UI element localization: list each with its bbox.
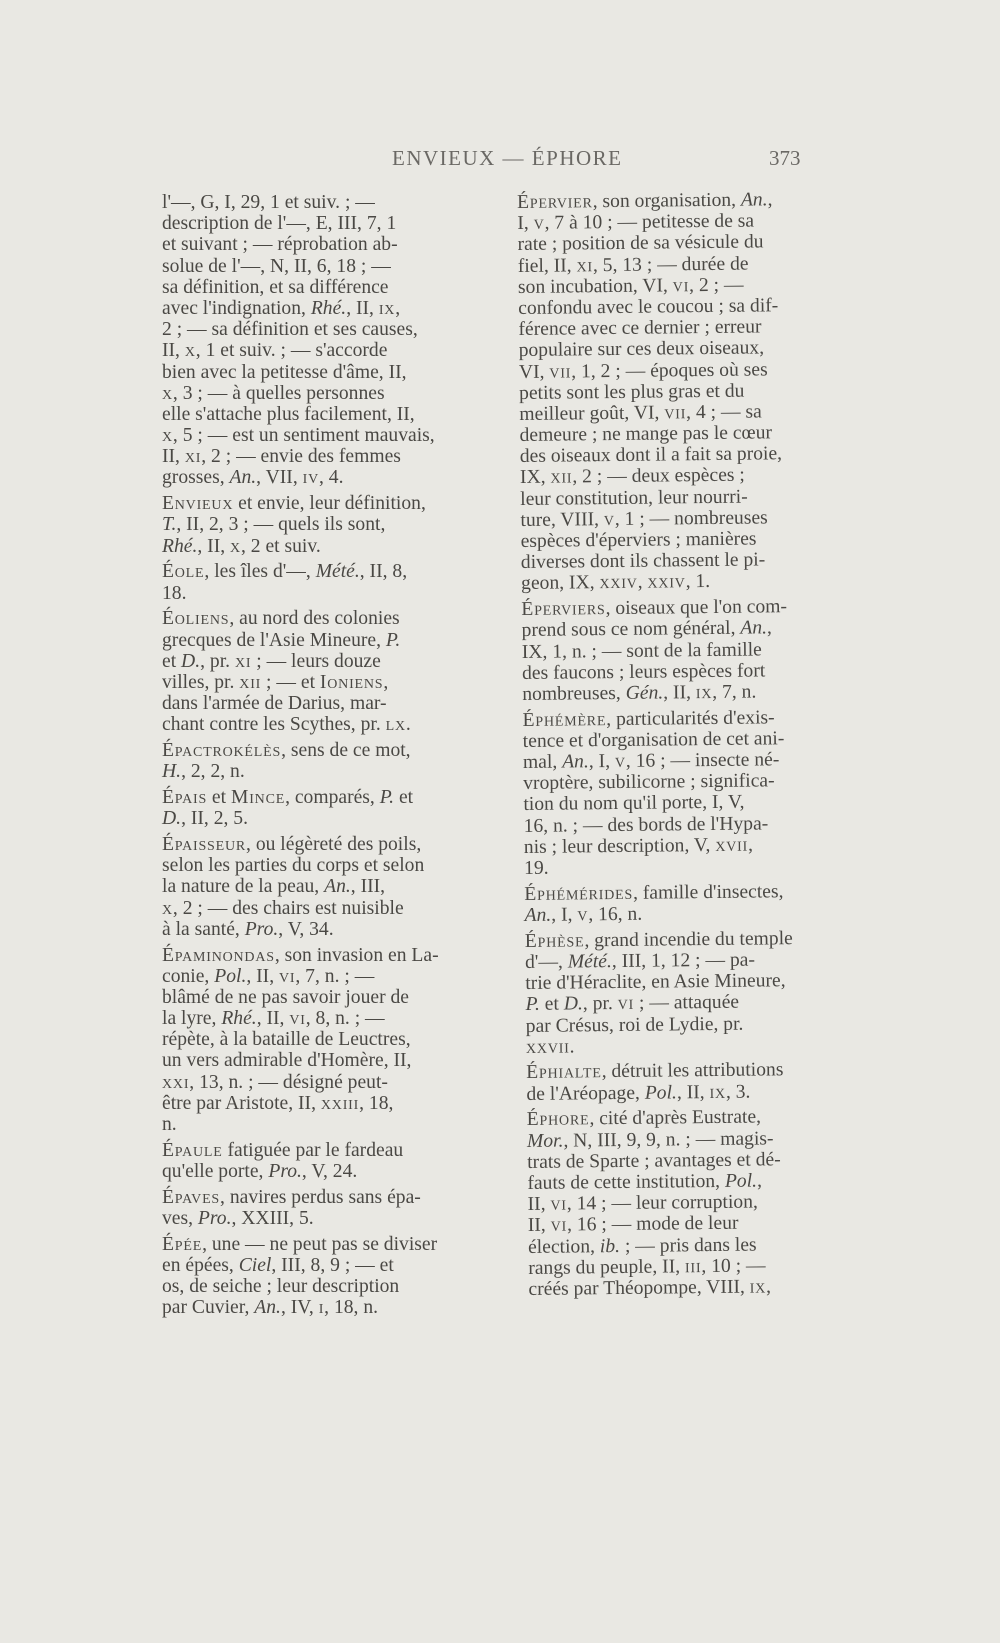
index-entry: Épaves, navires perdus sans épa- ves, Pro., XXIII, 5. — [162, 1186, 421, 1229]
index-entry: Éperviers, oiseaux que l'on com- prend sous ce nom général, An., IX, 1, n. ; — sont de la famille des faucons ; leurs espèces fort nombreuses, Gén., II, ix, 7, n. — [521, 596, 788, 705]
index-entry: Éphémérides, famille d'insectes, An., I, v, 16, n. — [524, 881, 784, 926]
index-entry: Épaule fatiguée par le fardeau qu'elle porte, Pro., V, 24. — [162, 1139, 404, 1182]
right-column — [517, 189, 851, 1305]
index-entry: Épaminondas, son invasion en La- conie, Pol., II, vi, 7, n. ; — blâmé de ne pas savoir jouer de la lyre, Rhé., II, vi, 8, n. ; — répète, à la bataille de Leuctres, un vers admirable d'Homère, II, xxi, 13, n. ; — désigné peut- être par Aristote, II, xxiii, 18, n. — [162, 944, 439, 1136]
index-entry: Épais et Mince, comparés, P. et D., II, 2, 5. — [162, 787, 414, 830]
index-entry: Épaisseur, ou légèreté des poils, selon les parties du corps et selon la nature de la peau, An., III, x, 2 ; — des chairs est nuisible à la santé, Pro., V, 34. — [162, 834, 425, 940]
left-column — [162, 192, 494, 1323]
index-entry: Éphialte, détruit les attributions de l'Aréopage, Pol., II, ix, 3. — [526, 1059, 784, 1105]
index-entry: Éphémère, particularités d'exis- tence et d'organisation de cet ani- mal, An., I, v, 16 ; — insecte né- vroptère, subilicorne ; significa- tion du nom qu'il porte, I, V, 16, n. ; — des bords de l'Hypa- nis ; leur description, V, xvii, 19. — [522, 707, 785, 879]
index-entry: l'—, G, I, 29, 1 et suiv. ; — description de l'—, E, III, 7, 1 et suivant ; — réprobation ab- solue de l'—, N, II, 6, 18 ; — sa définition, et sa différence avec l'indignation, Rhé., II, ix, 2 ; — sa définition et ses causes, II, x, 1 et suiv. ; — s'accorde bien avec la petitesse d'âme, II, x, 3 ; — à quelles personnes elle s'attache plus facilement, II, x, 5 ; — est un sentiment mauvais, II, xi, 2 ; — envie des femmes grosses, An., VII, iv, 4. — [162, 192, 435, 489]
index-entry: Épactrokélès, sens de ce mot, H., 2, 2, n. — [162, 740, 411, 783]
index-entry: Éole, les îles d'—, Mété., II, 8, 18. — [162, 561, 408, 604]
index-entry: Épée, une — ne peut pas se diviser en épées, Ciel, III, 8, 9 ; — et os, de seiche ; leur description par Cuvier, An., IV, i, 18, n. — [162, 1233, 438, 1319]
index-entry: Envieux et envie, leur définition, T., II, 2, 3 ; — quels ils sont, Rhé., II, x, 2 et suiv. — [162, 493, 426, 557]
index-entry: Éphore, cité d'après Eustrate, Mor., N, III, 9, 9, n. ; — magis- trats de Sparte ; avantages et dé- fauts de cette institution, Pol., II, vi, 14 ; — leur corruption, II, vi, 16 ; — mode de leur élection, ib. ; — pris dans les rangs du peuple, II, iii, 10 ; — créés par Théopompe, VIII, ix, — [526, 1106, 781, 1300]
running-title: ENVIEUX — ÉPHORE — [392, 146, 623, 170]
index-entry: Épervier, son organisation, An., I, v, 7 à 10 ; — petitesse de sa rate ; position de sa vésicule du fiel, II, xi, 5, 13 ; — durée de son incubation, VI, vi, 2 ; — confondu avec le coucou ; sa dif- férence avec ce dernier ; erreur populaire sur ces deux oiseaux, VI, vii, 1, 2 ; — époques où ses petits sont les plus gras et du meilleur goût, VI, vii, 4 ; — sa demeure ; ne mange pas le cœur des oiseaux dont il a fait sa proie, IX, xii, 2 ; — deux espèces ; leur constitution, leur nourri- ture, VIII, v, 1 ; — nombreuses espèces d'éperviers ; manières diverses dont ils chassent le pi- geon, IX, xxiv, xxiv, 1. — [517, 189, 783, 595]
index-entry: Éoliens, au nord des colonies grecques de l'Asie Mineure, P. et D., pr. xi ; — leurs douze villes, pr. xii ; — et Ioniens, dans l'armée de Darius, mar- chant contre les Scythes, pr. lx. — [162, 608, 411, 736]
page-number: 373 — [769, 146, 801, 170]
page-header — [0, 146, 1000, 176]
index-entry: Éphèse, grand incendie du temple d'—, Mété., III, 1, 12 ; — pa- trie d'Héraclite, en Asie Mineure, P. et D., pr. vi ; — attaquée par Crésus, roi de Lydie, pr. xxvii. — [524, 927, 793, 1058]
